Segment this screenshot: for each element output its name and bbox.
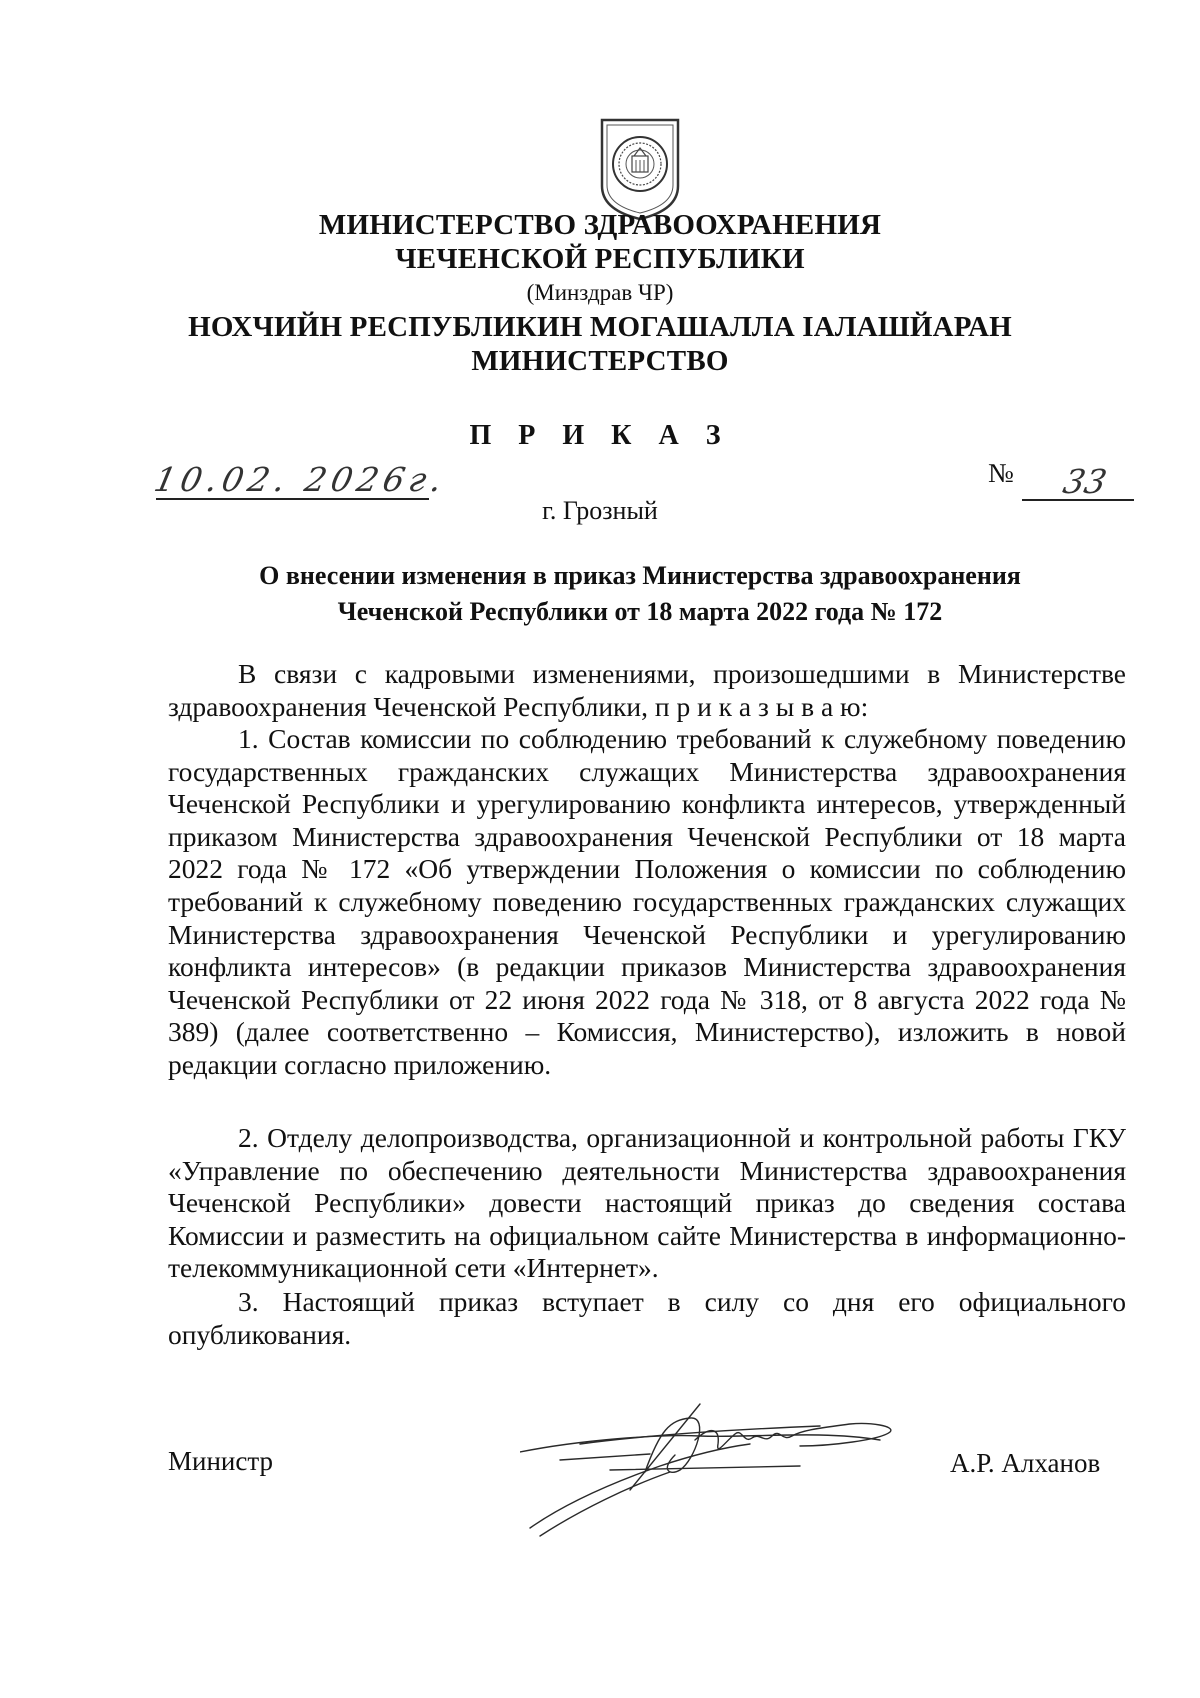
paragraph-item-2: 2. Отделу делопроизводства, организационной и контрольной работы ГКУ «Управление по обеспечению деятельности Министерства здравоохранения Чеченской Республики» довести настоящий приказ до сведения состава Комиссии и разместить на официальном сайте Министерства в информационно-телекоммуникационной сети «Интернет». xyxy=(168,1122,1126,1284)
city-name: г. Грозный xyxy=(542,496,658,525)
paragraph-item-3: 3. Настоящий приказ вступает в силу со дня его официального опубликования. xyxy=(168,1286,1126,1350)
ministry-name-ce-line1: НОХЧИЙН РЕСПУБЛИКИН МОГАШАЛЛА ІАЛАШЙАРАН xyxy=(188,311,1012,343)
ministry-name-ru-line1: МИНИСТЕРСТВО ЗДРАВООХРАНЕНИЯ xyxy=(318,209,882,241)
ministry-name-ru-line2: ЧЕЧЕНСКОЙ РЕСПУБЛИКИ xyxy=(395,243,805,275)
subject-line-1: О внесении изменения в приказ Министерства здравоохранения xyxy=(259,561,1021,590)
order-subject xyxy=(160,558,1120,630)
signer-name: А.Р. Алханов xyxy=(950,1448,1101,1478)
ministry-abbreviation: (Минздрав ЧР) xyxy=(526,280,674,305)
paragraph-item-1: 1. Состав комиссии по соблюдению требований к служебному поведению государственных гражданских служащих Министерства здравоохранения Чеченской Республики и урегулированию конфликта интересов, утвержденный приказом Министерства здравоохранения Чеченской Республики от 18 марта 2022 года № 172 «Об утверждении Положения о комиссии по соблюдению требований к служебному поведению государственных гражданских служащих Министерства здравоохранения Чеченской Республики и урегулированию конфликта интересов» (в редакции приказов Министерства здравоохранения Чеченской Республики от 22 июня 2022 года № 318, от 8 августа 2022 года № 389) (далее соответственно – Комиссия, Министерство), изложить в новой редакции согласно приложению. xyxy=(168,723,1126,1080)
ministry-name-header xyxy=(0,208,1200,378)
subject-line-2: Чеченской Республики от 18 марта 2022 года № 172 xyxy=(337,597,943,626)
handwritten-signature xyxy=(520,1400,940,1540)
handwritten-date: 10.02. 2026г. xyxy=(150,460,451,499)
handwritten-order-number: 33 xyxy=(1059,462,1111,501)
document-type-title: П Р И К А З xyxy=(469,420,731,451)
coat-of-arms-emblem xyxy=(598,116,682,222)
ministry-name-ce-line2: МИНИСТЕРСТВО xyxy=(471,345,729,377)
intro-paragraph: В связи с кадровыми изменениями, произошедшими в Министерстве здравоохранения Чеченской Республики, п р и к а з ы в а ю: xyxy=(168,658,1126,722)
signer-position: Министр xyxy=(168,1446,273,1476)
number-label: № xyxy=(988,458,1014,488)
